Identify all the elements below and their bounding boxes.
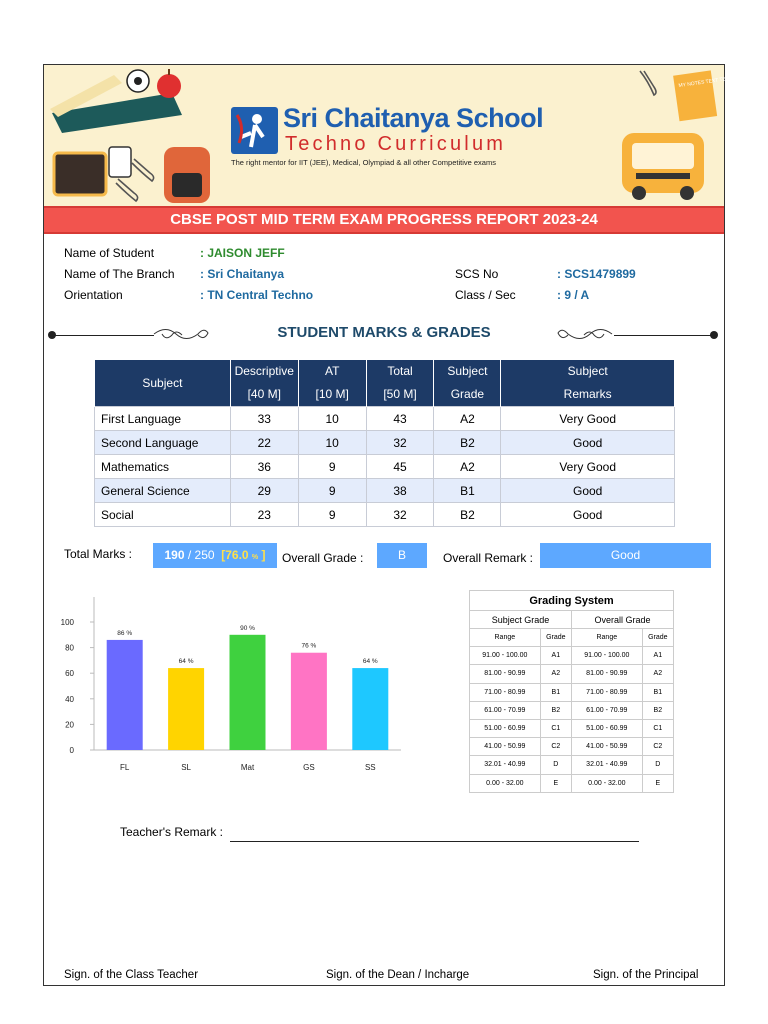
table-cell: Good xyxy=(501,431,675,455)
grading-grade-header: Grade xyxy=(642,629,673,647)
header-grade: Subject Grade xyxy=(434,360,501,407)
teacher-remark-line xyxy=(230,841,639,842)
grading-range-header: Range xyxy=(470,629,541,647)
chalkboard-icon xyxy=(54,153,106,195)
table-cell: A2 xyxy=(434,407,501,431)
orientation-value: : TN Central Techno xyxy=(200,288,314,302)
grading-range-header: Range xyxy=(571,629,642,647)
table-cell: Social xyxy=(95,503,231,527)
class-value: : 9 / A xyxy=(557,288,590,302)
paperclip-right-icon xyxy=(640,71,656,95)
overall-grade-badge: B xyxy=(377,543,427,568)
grading-system-table xyxy=(469,590,674,793)
dean-signature: Sign. of the Dean / Incharge xyxy=(326,969,470,981)
logo-mark-icon xyxy=(231,107,278,154)
table-row xyxy=(95,431,675,455)
phone-icon xyxy=(109,147,131,177)
scs-value: : SCS1479899 xyxy=(557,267,636,281)
table-cell: 10 xyxy=(298,407,366,431)
orientation-label: Orientation xyxy=(64,288,123,302)
y-tick-label: 80 xyxy=(65,643,74,653)
table-row xyxy=(95,455,675,479)
marks-table xyxy=(94,360,675,527)
grading-grade-header: Grade xyxy=(540,629,571,647)
grading-row: 71.00 - 80.99 B1 71.00 - 80.99 B1 xyxy=(470,683,674,701)
teacher-remark-label: Teacher's Remark : xyxy=(120,825,223,839)
table-cell: 36 xyxy=(230,455,298,479)
y-tick-label: 40 xyxy=(65,694,74,704)
table-cell: 29 xyxy=(230,479,298,503)
x-tick-label: SS xyxy=(364,763,376,772)
table-row xyxy=(95,407,675,431)
bar-value-label: 90 % xyxy=(240,624,255,632)
header-at: AT [10 M] xyxy=(298,360,366,407)
total-max: / 250 xyxy=(184,548,215,562)
header-remarks: Subject Remarks xyxy=(501,360,675,407)
bar-value-label: 64 % xyxy=(178,658,194,666)
table-cell: 9 xyxy=(298,479,366,503)
table-cell: 22 xyxy=(230,431,298,455)
x-tick-label: GS xyxy=(303,763,315,772)
table-cell: 33 xyxy=(230,407,298,431)
school-name: Sri Chaitanya School xyxy=(283,103,544,133)
overall-remark-badge: Good xyxy=(540,543,711,568)
marks-table-header xyxy=(95,360,675,407)
total-obtained: 190 xyxy=(164,548,185,562)
table-cell: Good xyxy=(501,479,675,503)
table-cell: 10 xyxy=(298,431,366,455)
grading-row: 32.01 - 40.99 D 32.01 - 40.99 D xyxy=(470,756,674,774)
y-tick-label: 60 xyxy=(65,669,74,679)
student-name-value: : JAISON JEFF xyxy=(200,246,285,260)
class-label: Class / Sec xyxy=(455,288,516,302)
table-cell: Good xyxy=(501,503,675,527)
table-cell: 32 xyxy=(366,431,434,455)
grading-title: Grading System xyxy=(470,591,674,611)
principal-signature: Sign. of the Principal xyxy=(593,969,699,981)
grading-subject-header: Subject Grade xyxy=(470,611,572,629)
total-marks-badge xyxy=(153,543,277,568)
table-cell: 9 xyxy=(298,503,366,527)
scs-label: SCS No xyxy=(455,267,499,281)
paperclip-icon xyxy=(116,179,138,201)
header-descriptive: Descriptive [40 M] xyxy=(230,360,298,407)
table-row xyxy=(95,479,675,503)
x-tick-label: Mat xyxy=(240,763,255,772)
ornament-right-icon xyxy=(556,323,614,345)
table-cell: 23 xyxy=(230,503,298,527)
grading-row: 41.00 - 50.99 C2 41.00 - 50.99 C2 xyxy=(470,738,674,756)
class-teacher-signature: Sign. of the Class Teacher xyxy=(64,969,199,981)
table-cell: 38 xyxy=(366,479,434,503)
table-row xyxy=(95,503,675,527)
grading-overall-header: Overall Grade xyxy=(571,611,673,629)
grading-row: 0.00 - 32.00 E 0.00 - 32.00 E xyxy=(470,774,674,792)
bar xyxy=(352,668,388,750)
total-marks-label: Total Marks : xyxy=(64,547,133,561)
x-tick-label: FL xyxy=(120,763,130,772)
y-tick-label: 20 xyxy=(65,720,74,730)
performance-chart xyxy=(44,587,424,787)
bar-value-label: 86 % xyxy=(117,629,133,637)
table-cell: A2 xyxy=(434,455,501,479)
table-cell: 45 xyxy=(366,455,434,479)
x-tick-label: SL xyxy=(181,763,191,772)
divider-dot-right xyxy=(710,331,718,339)
branch-label: Name of The Branch xyxy=(64,267,175,281)
table-cell: B2 xyxy=(434,503,501,527)
header-total: Total [50 M] xyxy=(366,360,434,407)
bar-value-label: 76 % xyxy=(301,642,317,650)
table-cell: 9 xyxy=(298,455,366,479)
overall-grade-label: Overall Grade : xyxy=(282,551,364,565)
table-cell: 43 xyxy=(366,407,434,431)
table-cell: Very Good xyxy=(501,455,675,479)
school-logo xyxy=(231,105,551,173)
bar xyxy=(230,635,266,750)
sticky-note-text: MY NOTES TEXT TEXT xyxy=(678,75,733,90)
apple-icon xyxy=(157,74,181,98)
y-tick-label: 0 xyxy=(69,746,74,755)
divider-line-right xyxy=(614,335,714,336)
grading-row: 81.00 - 90.99 A2 81.00 - 90.99 A2 xyxy=(470,665,674,683)
table-cell: B1 xyxy=(434,479,501,503)
bar xyxy=(107,640,143,750)
y-tick-label: 100 xyxy=(60,618,74,627)
bar xyxy=(168,668,204,750)
table-cell: First Language xyxy=(95,407,231,431)
header-banner xyxy=(44,65,733,206)
grading-row: 61.00 - 70.99 B2 61.00 - 70.99 B2 xyxy=(470,701,674,719)
table-cell: Very Good xyxy=(501,407,675,431)
table-cell: General Science xyxy=(95,479,231,503)
school-tagline: The right mentor for IIT (JEE), Medical, Olympiad & all other Competitive exams xyxy=(231,158,496,167)
table-cell: Second Language xyxy=(95,431,231,455)
student-name-label: Name of Student xyxy=(64,246,155,260)
section-title: STUDENT MARKS & GRADES xyxy=(277,324,491,341)
report-card xyxy=(43,64,733,986)
overall-remark-label: Overall Remark : xyxy=(443,551,534,565)
header-subject: Subject xyxy=(95,360,231,407)
grading-row: 51.00 - 60.99 C1 51.00 - 60.99 C1 xyxy=(470,719,674,737)
curriculum-name: Techno Curriculum xyxy=(285,133,507,155)
table-cell: Mathematics xyxy=(95,455,231,479)
bar-value-label: 64 % xyxy=(362,658,378,666)
bar xyxy=(291,653,327,750)
grading-row: 91.00 - 100.00 A1 91.00 - 100.00 A1 xyxy=(470,647,674,665)
branch-value: : Sri Chaitanya xyxy=(200,267,285,281)
report-title: CBSE POST MID TERM EXAM PROGRESS REPORT 2023-24 xyxy=(44,206,724,234)
total-percent: [76.0 % ] xyxy=(221,548,266,562)
table-cell: B2 xyxy=(434,431,501,455)
table-cell: 32 xyxy=(366,503,434,527)
